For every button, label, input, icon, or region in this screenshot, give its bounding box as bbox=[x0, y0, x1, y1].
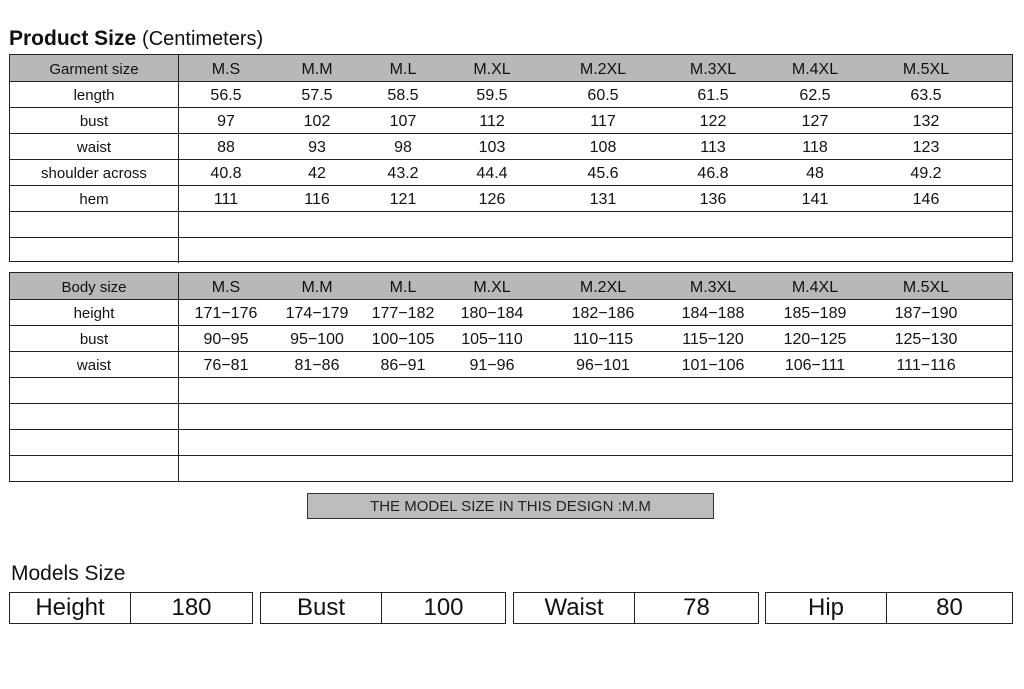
value-cell: 117 bbox=[590, 113, 616, 130]
size-header-cell: M.5XL bbox=[902, 61, 950, 78]
value-cell: 106−111 bbox=[784, 357, 846, 374]
value-cell: 61.5 bbox=[697, 87, 729, 104]
value-cell: 122 bbox=[699, 113, 727, 130]
size-header-cell: M.L bbox=[389, 279, 417, 296]
table-row bbox=[10, 429, 1012, 455]
row-values bbox=[179, 300, 1012, 325]
value-cell: 57.5 bbox=[301, 87, 333, 104]
empty-row-cells bbox=[179, 456, 1012, 481]
value-cell: 116 bbox=[304, 191, 330, 208]
row-values bbox=[179, 108, 1012, 133]
value-cell: 185−189 bbox=[783, 305, 847, 322]
value-cell: 131 bbox=[589, 191, 617, 208]
measure-label: Bust bbox=[261, 593, 382, 623]
table-header-row bbox=[10, 55, 1012, 81]
model-measure-height bbox=[9, 592, 253, 624]
measure-value: 78 bbox=[683, 594, 710, 621]
value-cell: 97 bbox=[217, 113, 235, 130]
model-measure-waist bbox=[513, 592, 759, 624]
value-cell: 100−105 bbox=[371, 331, 435, 348]
size-header-cell: M.4XL bbox=[791, 279, 839, 296]
measure-label: Height bbox=[10, 593, 131, 623]
value-cell: 112 bbox=[479, 113, 505, 130]
value-cell: 63.5 bbox=[910, 87, 942, 104]
size-header-cell: M.XL bbox=[473, 61, 511, 78]
size-header-cell: M.XL bbox=[473, 279, 511, 296]
value-cell: 146 bbox=[912, 191, 940, 208]
row-values bbox=[179, 134, 1012, 159]
value-cell: 90−95 bbox=[203, 331, 249, 348]
size-header-cell: M.2XL bbox=[579, 279, 627, 296]
value-cell: 86−91 bbox=[380, 357, 426, 374]
table-row bbox=[10, 211, 1012, 237]
value-cell: 102 bbox=[303, 113, 331, 130]
value-cell: 45.6 bbox=[587, 165, 619, 182]
value-cell: 180−184 bbox=[460, 305, 524, 322]
value-cell: 107 bbox=[389, 113, 417, 130]
value-cell: 93 bbox=[308, 139, 326, 156]
empty-label-cell bbox=[10, 378, 179, 403]
value-cell: 88 bbox=[217, 139, 235, 156]
value-cell: 96−101 bbox=[576, 357, 630, 374]
table-row bbox=[10, 455, 1012, 481]
row-label: height bbox=[10, 300, 179, 325]
measure-value: 80 bbox=[936, 594, 963, 621]
value-cell: 127 bbox=[801, 113, 829, 130]
value-cell: 95−100 bbox=[290, 331, 344, 348]
value-cell: 132 bbox=[912, 113, 940, 130]
value-cell: 103 bbox=[478, 139, 506, 156]
row-values bbox=[179, 160, 1012, 185]
value-cell: 58.5 bbox=[387, 87, 419, 104]
value-cell: 48 bbox=[806, 165, 824, 182]
table-row bbox=[10, 159, 1012, 185]
title-main: Product Size bbox=[9, 27, 137, 50]
value-cell: 81−86 bbox=[294, 357, 340, 374]
table-header-row bbox=[10, 273, 1012, 299]
row-label: shoulder across bbox=[10, 160, 179, 185]
header-label: Body size bbox=[10, 273, 179, 299]
empty-row-cells bbox=[179, 404, 1012, 429]
measure-value: 100 bbox=[423, 594, 464, 621]
row-values bbox=[179, 186, 1012, 211]
garment-size-table bbox=[9, 54, 1013, 262]
value-cell: 60.5 bbox=[587, 87, 619, 104]
size-header-cell: M.M bbox=[301, 279, 333, 296]
table-row bbox=[10, 237, 1012, 263]
value-cell: 177−182 bbox=[371, 305, 435, 322]
value-cell: 182−186 bbox=[571, 305, 635, 322]
size-header-cells bbox=[179, 273, 1012, 299]
table-row bbox=[10, 351, 1012, 377]
empty-row-cells bbox=[179, 378, 1012, 403]
row-label: bust bbox=[10, 108, 179, 133]
value-cell: 62.5 bbox=[799, 87, 831, 104]
value-cell: 110−115 bbox=[572, 331, 634, 348]
size-header-cell: M.2XL bbox=[579, 61, 627, 78]
value-cell: 59.5 bbox=[476, 87, 508, 104]
table-row bbox=[10, 299, 1012, 325]
value-cell: 111 bbox=[213, 191, 239, 208]
table-row bbox=[10, 133, 1012, 159]
empty-row-cells bbox=[179, 238, 1012, 263]
row-label: waist bbox=[10, 352, 179, 377]
table-row bbox=[10, 377, 1012, 403]
value-cell: 118 bbox=[802, 139, 828, 156]
empty-label-cell bbox=[10, 404, 179, 429]
empty-label-cell bbox=[10, 212, 179, 237]
value-cell: 105−110 bbox=[461, 331, 523, 348]
size-header-cell: M.5XL bbox=[902, 279, 950, 296]
value-cell: 125−130 bbox=[894, 331, 958, 348]
table-row bbox=[10, 185, 1012, 211]
measure-value: 180 bbox=[171, 594, 212, 621]
header-label: Garment size bbox=[10, 55, 179, 81]
empty-label-cell bbox=[10, 456, 179, 481]
models-size-title: Models Size bbox=[11, 562, 126, 585]
empty-label-cell bbox=[10, 238, 179, 263]
model-measure-bust bbox=[260, 592, 506, 624]
value-cell: 174−179 bbox=[285, 305, 349, 322]
value-cell: 123 bbox=[912, 139, 940, 156]
value-cell: 98 bbox=[394, 139, 412, 156]
model-measure-hip bbox=[765, 592, 1013, 624]
row-label: waist bbox=[10, 134, 179, 159]
value-cell: 108 bbox=[589, 139, 617, 156]
page-title bbox=[9, 26, 263, 52]
row-values bbox=[179, 352, 1012, 377]
size-header-cell: M.L bbox=[389, 61, 417, 78]
size-header-cells bbox=[179, 55, 1012, 81]
value-cell: 113 bbox=[700, 139, 726, 156]
model-size-note: THE MODEL SIZE IN THIS DESIGN :M.M bbox=[307, 493, 714, 519]
body-size-table bbox=[9, 272, 1013, 482]
measure-label: Hip bbox=[766, 593, 887, 623]
row-values bbox=[179, 326, 1012, 351]
row-label: length bbox=[10, 82, 179, 107]
size-header-cell: M.S bbox=[211, 279, 241, 296]
row-label: hem bbox=[10, 186, 179, 211]
empty-row-cells bbox=[179, 212, 1012, 237]
value-cell: 42 bbox=[308, 165, 326, 182]
value-cell: 141 bbox=[801, 191, 829, 208]
value-cell: 184−188 bbox=[681, 305, 745, 322]
value-cell: 46.8 bbox=[697, 165, 729, 182]
size-header-cell: M.3XL bbox=[689, 61, 737, 78]
value-cell: 120−125 bbox=[783, 331, 847, 348]
size-header-cell: M.4XL bbox=[791, 61, 839, 78]
empty-label-cell bbox=[10, 430, 179, 455]
value-cell: 49.2 bbox=[910, 165, 942, 182]
empty-row-cells bbox=[179, 430, 1012, 455]
value-cell: 56.5 bbox=[210, 87, 242, 104]
value-cell: 76−81 bbox=[203, 357, 249, 374]
value-cell: 44.4 bbox=[476, 165, 508, 182]
value-cell: 91−96 bbox=[469, 357, 515, 374]
value-cell: 171−176 bbox=[194, 305, 258, 322]
value-cell: 136 bbox=[699, 191, 727, 208]
row-label: bust bbox=[10, 326, 179, 351]
value-cell: 43.2 bbox=[387, 165, 419, 182]
size-header-cell: M.M bbox=[301, 61, 333, 78]
value-cell: 121 bbox=[389, 191, 417, 208]
row-values bbox=[179, 82, 1012, 107]
size-header-cell: M.S bbox=[211, 61, 241, 78]
table-row bbox=[10, 325, 1012, 351]
value-cell: 115−120 bbox=[682, 331, 744, 348]
value-cell: 126 bbox=[478, 191, 506, 208]
value-cell: 101−106 bbox=[681, 357, 745, 374]
value-cell: 187−190 bbox=[894, 305, 958, 322]
title-unit: (Centimeters) bbox=[142, 28, 264, 50]
value-cell: 40.8 bbox=[210, 165, 242, 182]
measure-label: Waist bbox=[514, 593, 635, 623]
table-row bbox=[10, 81, 1012, 107]
table-row bbox=[10, 107, 1012, 133]
table-row bbox=[10, 403, 1012, 429]
size-header-cell: M.3XL bbox=[689, 279, 737, 296]
value-cell: 111−116 bbox=[896, 357, 956, 374]
